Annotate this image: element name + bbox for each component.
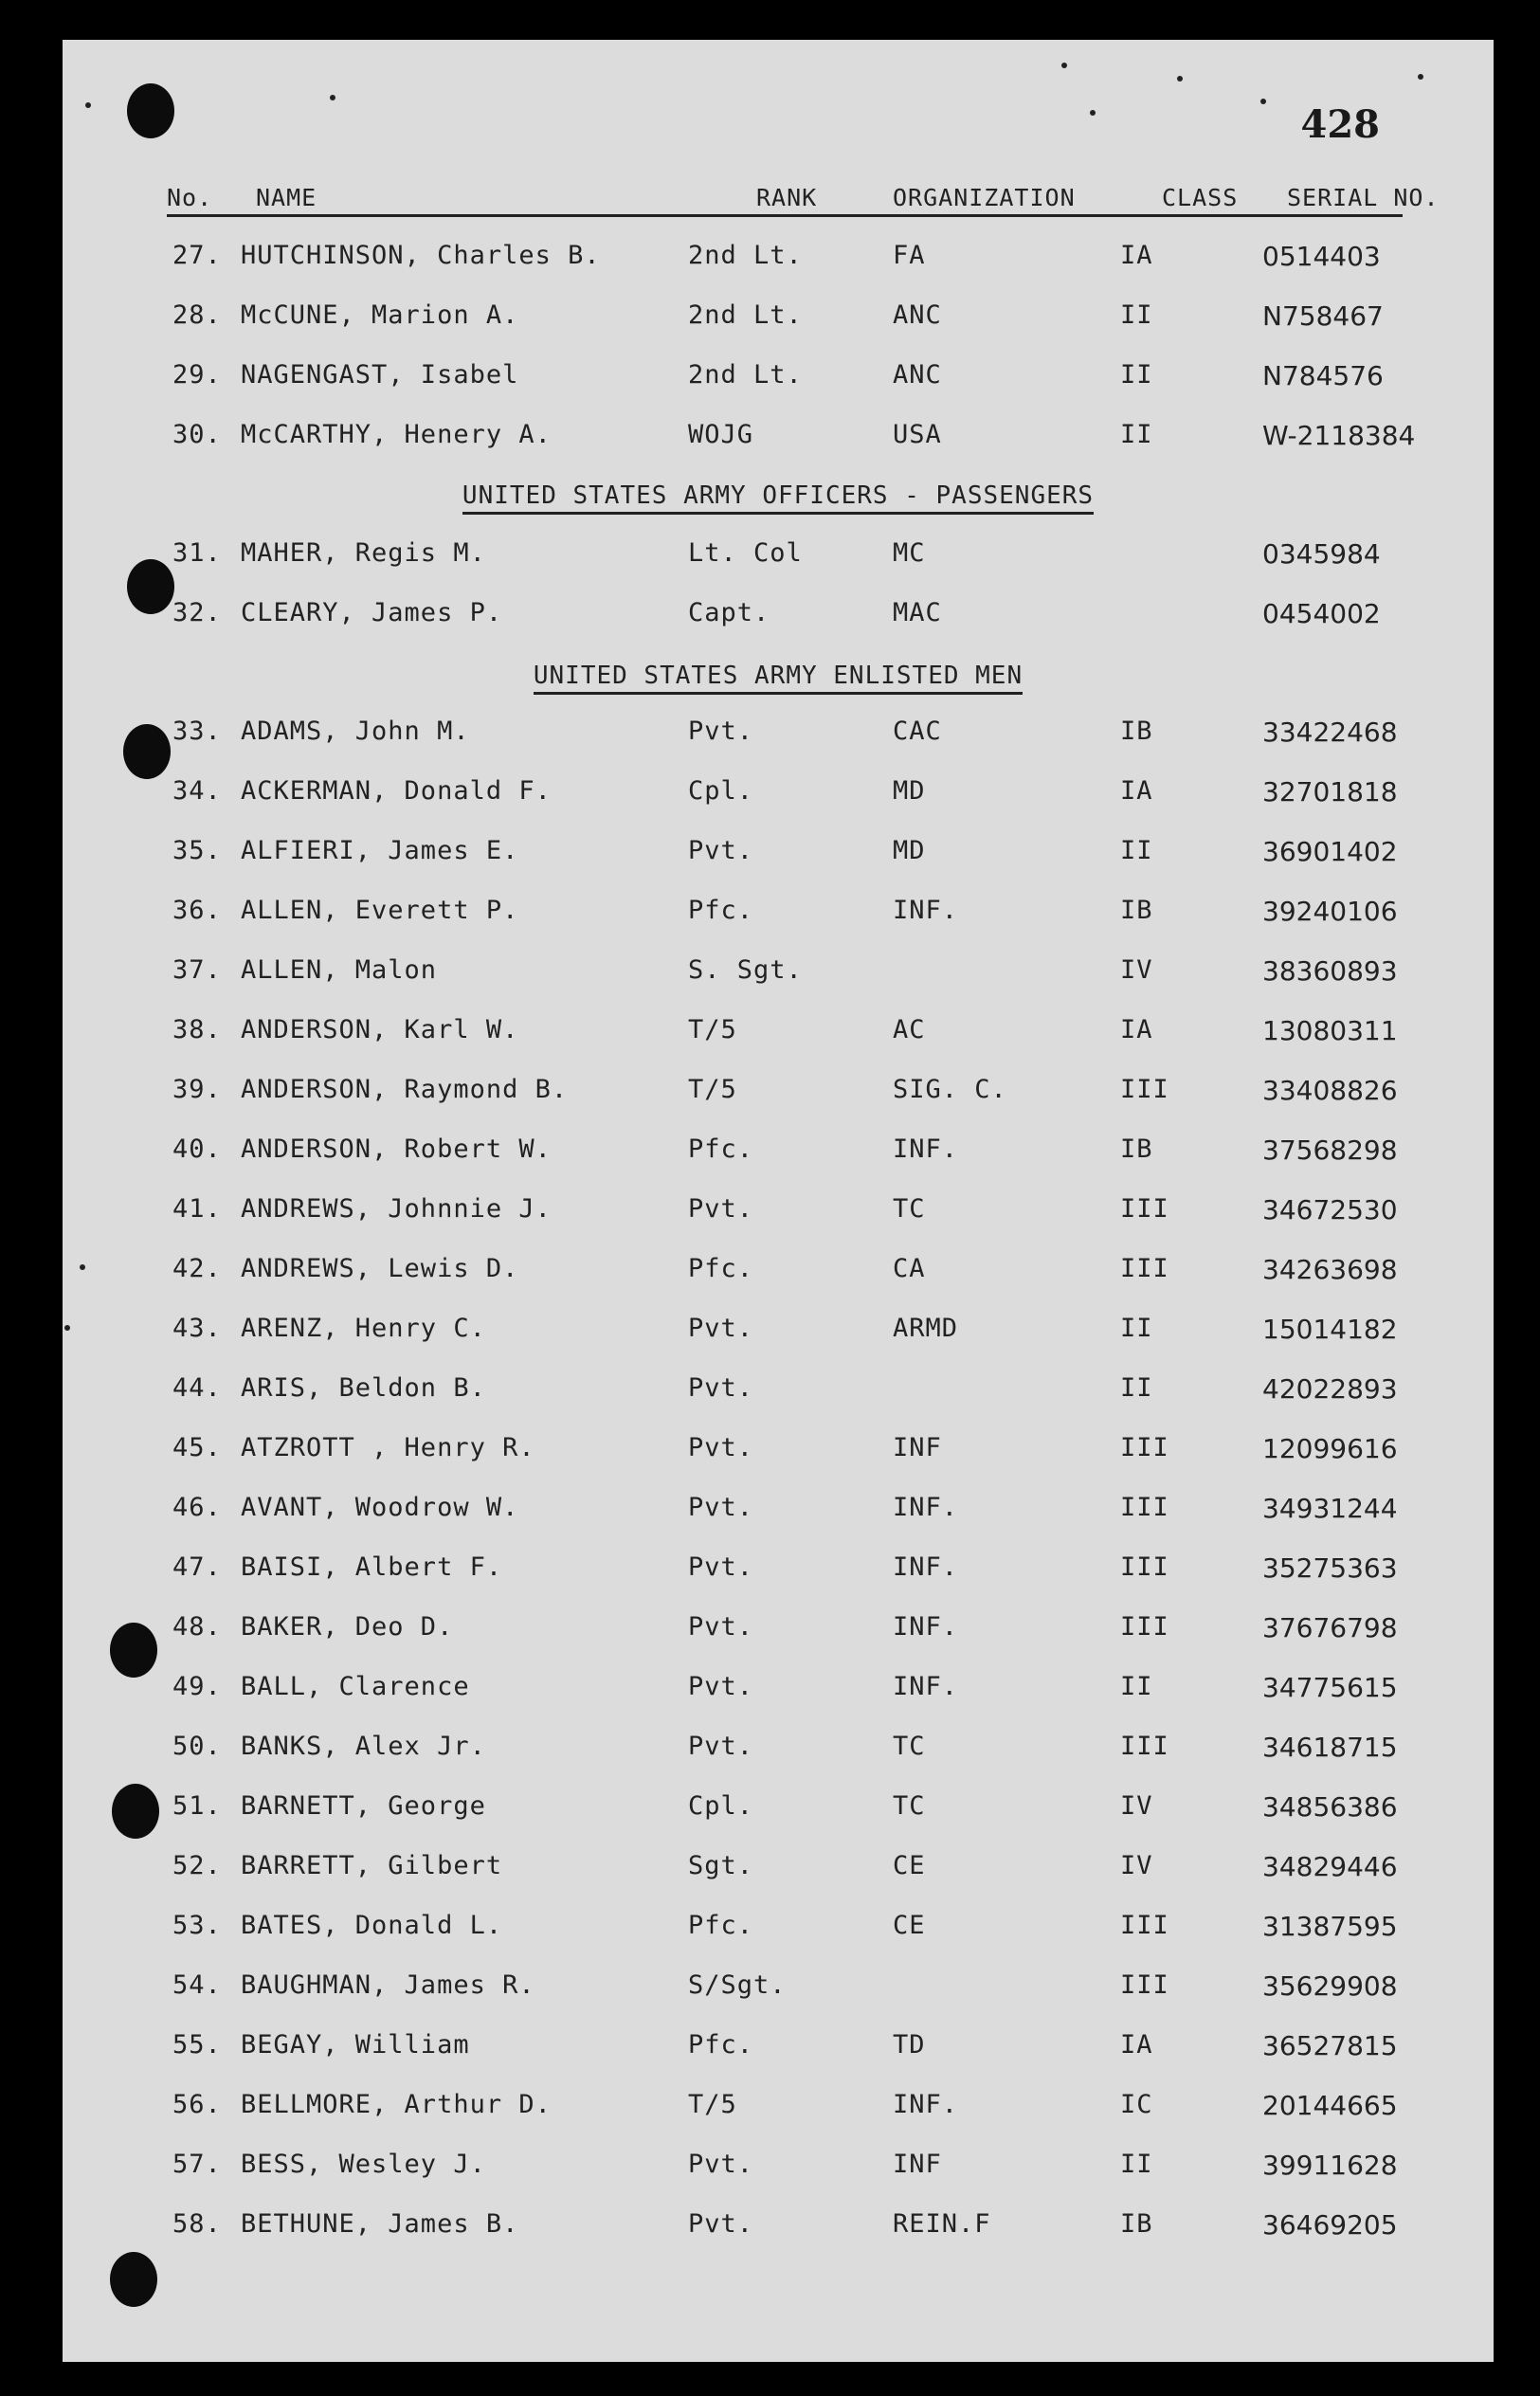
- entry-class: IA: [1120, 2030, 1153, 2060]
- entry-rank: 2nd Lt.: [688, 241, 803, 270]
- entry-number: 53.: [172, 1911, 222, 1940]
- entry-rank: Lt. Col: [688, 538, 803, 568]
- entry-rank: Pfc.: [688, 1911, 754, 1940]
- entry-number: 36.: [172, 896, 222, 925]
- entry-organization: MD: [893, 836, 926, 865]
- entry-name: ARENZ, Henry C.: [241, 1314, 486, 1343]
- entry-rank: Pfc.: [688, 2030, 754, 2060]
- list-item: [63, 420, 1494, 458]
- entry-rank: T/5: [688, 1015, 737, 1044]
- entry-name: BANKS, Alex Jr.: [241, 1732, 486, 1761]
- entry-class: IB: [1120, 896, 1153, 925]
- entry-class: III: [1120, 1552, 1169, 1582]
- list-item: [63, 1433, 1494, 1471]
- entry-serial: 37676798: [1262, 1612, 1398, 1643]
- list-item: [63, 1612, 1494, 1650]
- entry-number: 40.: [172, 1134, 222, 1164]
- entry-rank: S/Sgt.: [688, 1970, 787, 2000]
- list-item: [63, 1672, 1494, 1710]
- entry-number: 58.: [172, 2209, 222, 2239]
- entry-number: 29.: [172, 360, 222, 390]
- list-item: [63, 1732, 1494, 1770]
- list-item: [63, 1134, 1494, 1172]
- entry-class: II: [1120, 360, 1153, 390]
- header-rank: RANK: [756, 184, 818, 211]
- list-item: [63, 1911, 1494, 1949]
- list-item: [63, 300, 1494, 338]
- entry-organization: INF: [893, 2150, 942, 2179]
- entry-number: 54.: [172, 1970, 222, 2000]
- entry-number: 46.: [172, 1493, 222, 1522]
- entry-name: ANDERSON, Raymond B.: [241, 1075, 569, 1104]
- entry-organization: MAC: [893, 598, 942, 627]
- entry-class: III: [1120, 1732, 1169, 1761]
- entry-number: 38.: [172, 1015, 222, 1044]
- entry-organization: ARMD: [893, 1314, 959, 1343]
- entry-name: ARIS, Beldon B.: [241, 1373, 486, 1403]
- entry-rank: T/5: [688, 2090, 737, 2119]
- entry-number: 35.: [172, 836, 222, 865]
- entry-serial: 33408826: [1262, 1075, 1398, 1106]
- ink-speck: [1090, 110, 1096, 116]
- entry-number: 44.: [172, 1373, 222, 1403]
- entry-class: II: [1120, 836, 1153, 865]
- document-page: [63, 40, 1494, 2362]
- list-item: [63, 1493, 1494, 1531]
- entry-class: IA: [1120, 776, 1153, 806]
- entry-number: 42.: [172, 1254, 222, 1283]
- entry-name: McCUNE, Marion A.: [241, 300, 519, 330]
- list-item: [63, 1194, 1494, 1232]
- entry-organization: CAC: [893, 717, 942, 746]
- ink-speck: [1061, 63, 1067, 68]
- header-serial: SERIAL NO.: [1287, 184, 1440, 211]
- entry-name: McCARTHY, Henery A.: [241, 420, 552, 449]
- entry-organization: AC: [893, 1015, 926, 1044]
- list-item: [63, 2209, 1494, 2247]
- entry-number: 41.: [172, 1194, 222, 1224]
- section-title-enlisted: UNITED STATES ARMY ENLISTED MEN: [63, 662, 1494, 690]
- ink-speck: [64, 1325, 70, 1331]
- entry-number: 57.: [172, 2150, 222, 2179]
- entry-serial: 13080311: [1262, 1015, 1398, 1046]
- entry-class: IB: [1120, 2209, 1153, 2239]
- entry-number: 45.: [172, 1433, 222, 1462]
- entry-rank: Pvt.: [688, 1493, 754, 1522]
- list-item: [63, 1791, 1494, 1829]
- entry-rank: Pvt.: [688, 1612, 754, 1642]
- entry-serial: 31387595: [1262, 1911, 1398, 1942]
- entry-name: BARNETT, George: [241, 1791, 486, 1821]
- entry-number: 31.: [172, 538, 222, 568]
- entry-name: BATES, Donald L.: [241, 1911, 503, 1940]
- entry-serial: 34618715: [1262, 1732, 1398, 1763]
- entry-rank: Pvt.: [688, 1672, 754, 1701]
- entry-serial: 35629908: [1262, 1970, 1398, 2002]
- entry-class: III: [1120, 1970, 1169, 2000]
- entry-rank: 2nd Lt.: [688, 300, 803, 330]
- entry-organization: TC: [893, 1791, 926, 1821]
- entry-name: ALLEN, Malon: [241, 955, 438, 985]
- ink-speck: [1260, 99, 1266, 104]
- entry-rank: T/5: [688, 1075, 737, 1104]
- ink-speck: [80, 1264, 85, 1270]
- list-item: [63, 2030, 1494, 2068]
- entry-rank: Pvt.: [688, 836, 754, 865]
- entry-name: NAGENGAST, Isabel: [241, 360, 519, 390]
- entry-organization: INF.: [893, 1612, 959, 1642]
- entry-class: II: [1120, 1373, 1153, 1403]
- entry-number: 52.: [172, 1851, 222, 1880]
- entry-rank: S. Sgt.: [688, 955, 803, 985]
- entry-name: ANDERSON, Karl W.: [241, 1015, 519, 1044]
- entry-name: MAHER, Regis M.: [241, 538, 486, 568]
- list-item: [63, 836, 1494, 874]
- entry-number: 43.: [172, 1314, 222, 1343]
- list-item: [63, 2090, 1494, 2128]
- list-item: [63, 1373, 1494, 1411]
- entry-name: ALFIERI, James E.: [241, 836, 519, 865]
- ink-speck: [85, 102, 91, 108]
- entry-serial: N758467: [1262, 300, 1384, 332]
- page-number: 428: [1300, 102, 1380, 147]
- header-name: NAME: [256, 184, 317, 211]
- entry-number: 39.: [172, 1075, 222, 1104]
- entry-name: ANDERSON, Robert W.: [241, 1134, 552, 1164]
- entry-class: III: [1120, 1911, 1169, 1940]
- entry-serial: 34263698: [1262, 1254, 1398, 1285]
- ink-speck: [1418, 74, 1423, 80]
- column-header-row: [167, 180, 1440, 217]
- entry-organization: ANC: [893, 360, 942, 390]
- entry-serial: 34829446: [1262, 1851, 1398, 1882]
- entry-serial: 33422468: [1262, 717, 1398, 748]
- entry-rank: Pvt.: [688, 1373, 754, 1403]
- entry-organization: CE: [893, 1851, 926, 1880]
- list-item: [63, 1552, 1494, 1590]
- entry-organization: CE: [893, 1911, 926, 1940]
- entry-rank: Pvt.: [688, 717, 754, 746]
- entry-rank: Cpl.: [688, 1791, 754, 1821]
- entry-name: ANDREWS, Johnnie J.: [241, 1194, 552, 1224]
- entry-number: 37.: [172, 955, 222, 985]
- list-item: [63, 1015, 1494, 1053]
- list-item: [63, 598, 1494, 636]
- ink-speck: [1177, 76, 1183, 82]
- entry-serial: 34856386: [1262, 1791, 1398, 1823]
- entry-serial: 36527815: [1262, 2030, 1398, 2061]
- entry-serial: N784576: [1262, 360, 1384, 391]
- entry-name: BAUGHMAN, James R.: [241, 1970, 535, 2000]
- entry-number: 47.: [172, 1552, 222, 1582]
- entry-organization: MD: [893, 776, 926, 806]
- entry-organization: REIN.F: [893, 2209, 991, 2239]
- entry-class: IV: [1120, 1851, 1153, 1880]
- entry-organization: TC: [893, 1732, 926, 1761]
- entry-class: III: [1120, 1194, 1169, 1224]
- entry-serial: 37568298: [1262, 1134, 1398, 1166]
- section-title-officers: UNITED STATES ARMY OFFICERS - PASSENGERS: [63, 481, 1494, 510]
- entry-name: BESS, Wesley J.: [241, 2150, 486, 2179]
- punch-hole: [110, 2252, 157, 2307]
- entry-name: ACKERMAN, Donald F.: [241, 776, 552, 806]
- entry-serial: 34672530: [1262, 1194, 1398, 1225]
- entry-name: BELLMORE, Arthur D.: [241, 2090, 552, 2119]
- entry-serial: 36901402: [1262, 836, 1398, 867]
- entry-serial: 0454002: [1262, 598, 1381, 629]
- entry-rank: Cpl.: [688, 776, 754, 806]
- entry-serial: 36469205: [1262, 2209, 1398, 2241]
- entry-rank: Pfc.: [688, 1134, 754, 1164]
- entry-rank: Pvt.: [688, 1314, 754, 1343]
- punch-hole: [110, 1623, 157, 1678]
- entry-rank: Pvt.: [688, 2209, 754, 2239]
- entry-name: BETHUNE, James B.: [241, 2209, 519, 2239]
- entry-class: IA: [1120, 1015, 1153, 1044]
- list-item: [63, 241, 1494, 279]
- entry-organization: INF.: [893, 1493, 959, 1522]
- entry-class: III: [1120, 1612, 1169, 1642]
- entry-rank: Pvt.: [688, 1433, 754, 1462]
- entry-name: ANDREWS, Lewis D.: [241, 1254, 519, 1283]
- punch-hole: [123, 724, 171, 779]
- entry-serial: W-2118384: [1262, 420, 1416, 451]
- list-item: [63, 717, 1494, 754]
- entry-rank: Pvt.: [688, 2150, 754, 2179]
- entry-serial: 42022893: [1262, 1373, 1398, 1405]
- entry-serial: 0514403: [1262, 241, 1381, 272]
- entry-number: 55.: [172, 2030, 222, 2060]
- entry-class: IA: [1120, 241, 1153, 270]
- list-item: [63, 1314, 1494, 1352]
- entry-serial: 38360893: [1262, 955, 1398, 987]
- entry-serial: 34775615: [1262, 1672, 1398, 1703]
- entry-organization: INF.: [893, 1672, 959, 1701]
- entry-rank: Pvt.: [688, 1552, 754, 1582]
- entry-name: BALL, Clarence: [241, 1672, 470, 1701]
- entry-number: 28.: [172, 300, 222, 330]
- entry-class: II: [1120, 420, 1153, 449]
- header-organization: ORGANIZATION: [893, 184, 1076, 211]
- punch-hole: [127, 559, 174, 614]
- entry-class: III: [1120, 1254, 1169, 1283]
- list-item: [63, 776, 1494, 814]
- entry-organization: INF.: [893, 2090, 959, 2119]
- entry-rank: Pfc.: [688, 896, 754, 925]
- entry-organization: FA: [893, 241, 926, 270]
- entry-serial: 34931244: [1262, 1493, 1398, 1524]
- entry-organization: ANC: [893, 300, 942, 330]
- entry-organization: TC: [893, 1194, 926, 1224]
- entry-organization: INF.: [893, 896, 959, 925]
- entry-serial: 0345984: [1262, 538, 1381, 570]
- header-class: CLASS: [1162, 184, 1239, 211]
- punch-hole: [127, 83, 174, 138]
- entry-serial: 20144665: [1262, 2090, 1398, 2121]
- entry-class: IB: [1120, 1134, 1153, 1164]
- list-item: [63, 1254, 1494, 1292]
- entry-class: III: [1120, 1075, 1169, 1104]
- entry-class: II: [1120, 2150, 1153, 2179]
- entry-organization: SIG. C.: [893, 1075, 1007, 1104]
- entry-name: ATZROTT , Henry R.: [241, 1433, 535, 1462]
- entry-class: III: [1120, 1433, 1169, 1462]
- entry-name: BAKER, Deo D.: [241, 1612, 454, 1642]
- list-item: [63, 360, 1494, 398]
- list-item: [63, 1851, 1494, 1889]
- entry-class: IV: [1120, 1791, 1153, 1821]
- entry-rank: WOJG: [688, 420, 754, 449]
- entry-organization: MC: [893, 538, 926, 568]
- entry-number: 51.: [172, 1791, 222, 1821]
- header-no: No.: [167, 184, 213, 211]
- entry-organization: CA: [893, 1254, 926, 1283]
- entry-rank: Pfc.: [688, 1254, 754, 1283]
- entry-name: ADAMS, John M.: [241, 717, 470, 746]
- entry-rank: Pvt.: [688, 1732, 754, 1761]
- entry-number: 50.: [172, 1732, 222, 1761]
- list-item: [63, 1970, 1494, 2008]
- entry-class: II: [1120, 300, 1153, 330]
- entry-class: II: [1120, 1672, 1153, 1701]
- entry-organization: INF: [893, 1433, 942, 1462]
- entry-class: II: [1120, 1314, 1153, 1343]
- entry-organization: TD: [893, 2030, 926, 2060]
- entry-name: AVANT, Woodrow W.: [241, 1493, 519, 1522]
- entry-number: 27.: [172, 241, 222, 270]
- entry-name: HUTCHINSON, Charles B.: [241, 241, 601, 270]
- entry-rank: Sgt.: [688, 1851, 754, 1880]
- entry-organization: INF.: [893, 1134, 959, 1164]
- ink-speck: [330, 95, 335, 100]
- entry-number: 33.: [172, 717, 222, 746]
- entry-number: 34.: [172, 776, 222, 806]
- entry-number: 48.: [172, 1612, 222, 1642]
- entry-serial: 15014182: [1262, 1314, 1398, 1345]
- entry-rank: Capt.: [688, 598, 770, 627]
- entry-number: 32.: [172, 598, 222, 627]
- entry-name: BAISI, Albert F.: [241, 1552, 503, 1582]
- punch-hole: [112, 1784, 159, 1839]
- list-item: [63, 955, 1494, 993]
- entry-number: 56.: [172, 2090, 222, 2119]
- entry-class: IV: [1120, 955, 1153, 985]
- entry-serial: 32701818: [1262, 776, 1398, 808]
- entry-number: 30.: [172, 420, 222, 449]
- entry-name: CLEARY, James P.: [241, 598, 503, 627]
- list-item: [63, 538, 1494, 576]
- entry-name: ALLEN, Everett P.: [241, 896, 519, 925]
- entry-class: III: [1120, 1493, 1169, 1522]
- list-item: [63, 2150, 1494, 2187]
- entry-name: BEGAY, William: [241, 2030, 470, 2060]
- entry-serial: 39911628: [1262, 2150, 1398, 2181]
- list-item: [63, 896, 1494, 934]
- entry-serial: 35275363: [1262, 1552, 1398, 1584]
- list-item: [63, 1075, 1494, 1113]
- entry-organization: INF.: [893, 1552, 959, 1582]
- entry-number: 49.: [172, 1672, 222, 1701]
- entry-organization: USA: [893, 420, 942, 449]
- entry-serial: 39240106: [1262, 896, 1398, 927]
- entry-rank: Pvt.: [688, 1194, 754, 1224]
- entry-name: BARRETT, Gilbert: [241, 1851, 503, 1880]
- entry-rank: 2nd Lt.: [688, 360, 803, 390]
- entry-class: IB: [1120, 717, 1153, 746]
- entry-class: IC: [1120, 2090, 1153, 2119]
- entry-serial: 12099616: [1262, 1433, 1398, 1464]
